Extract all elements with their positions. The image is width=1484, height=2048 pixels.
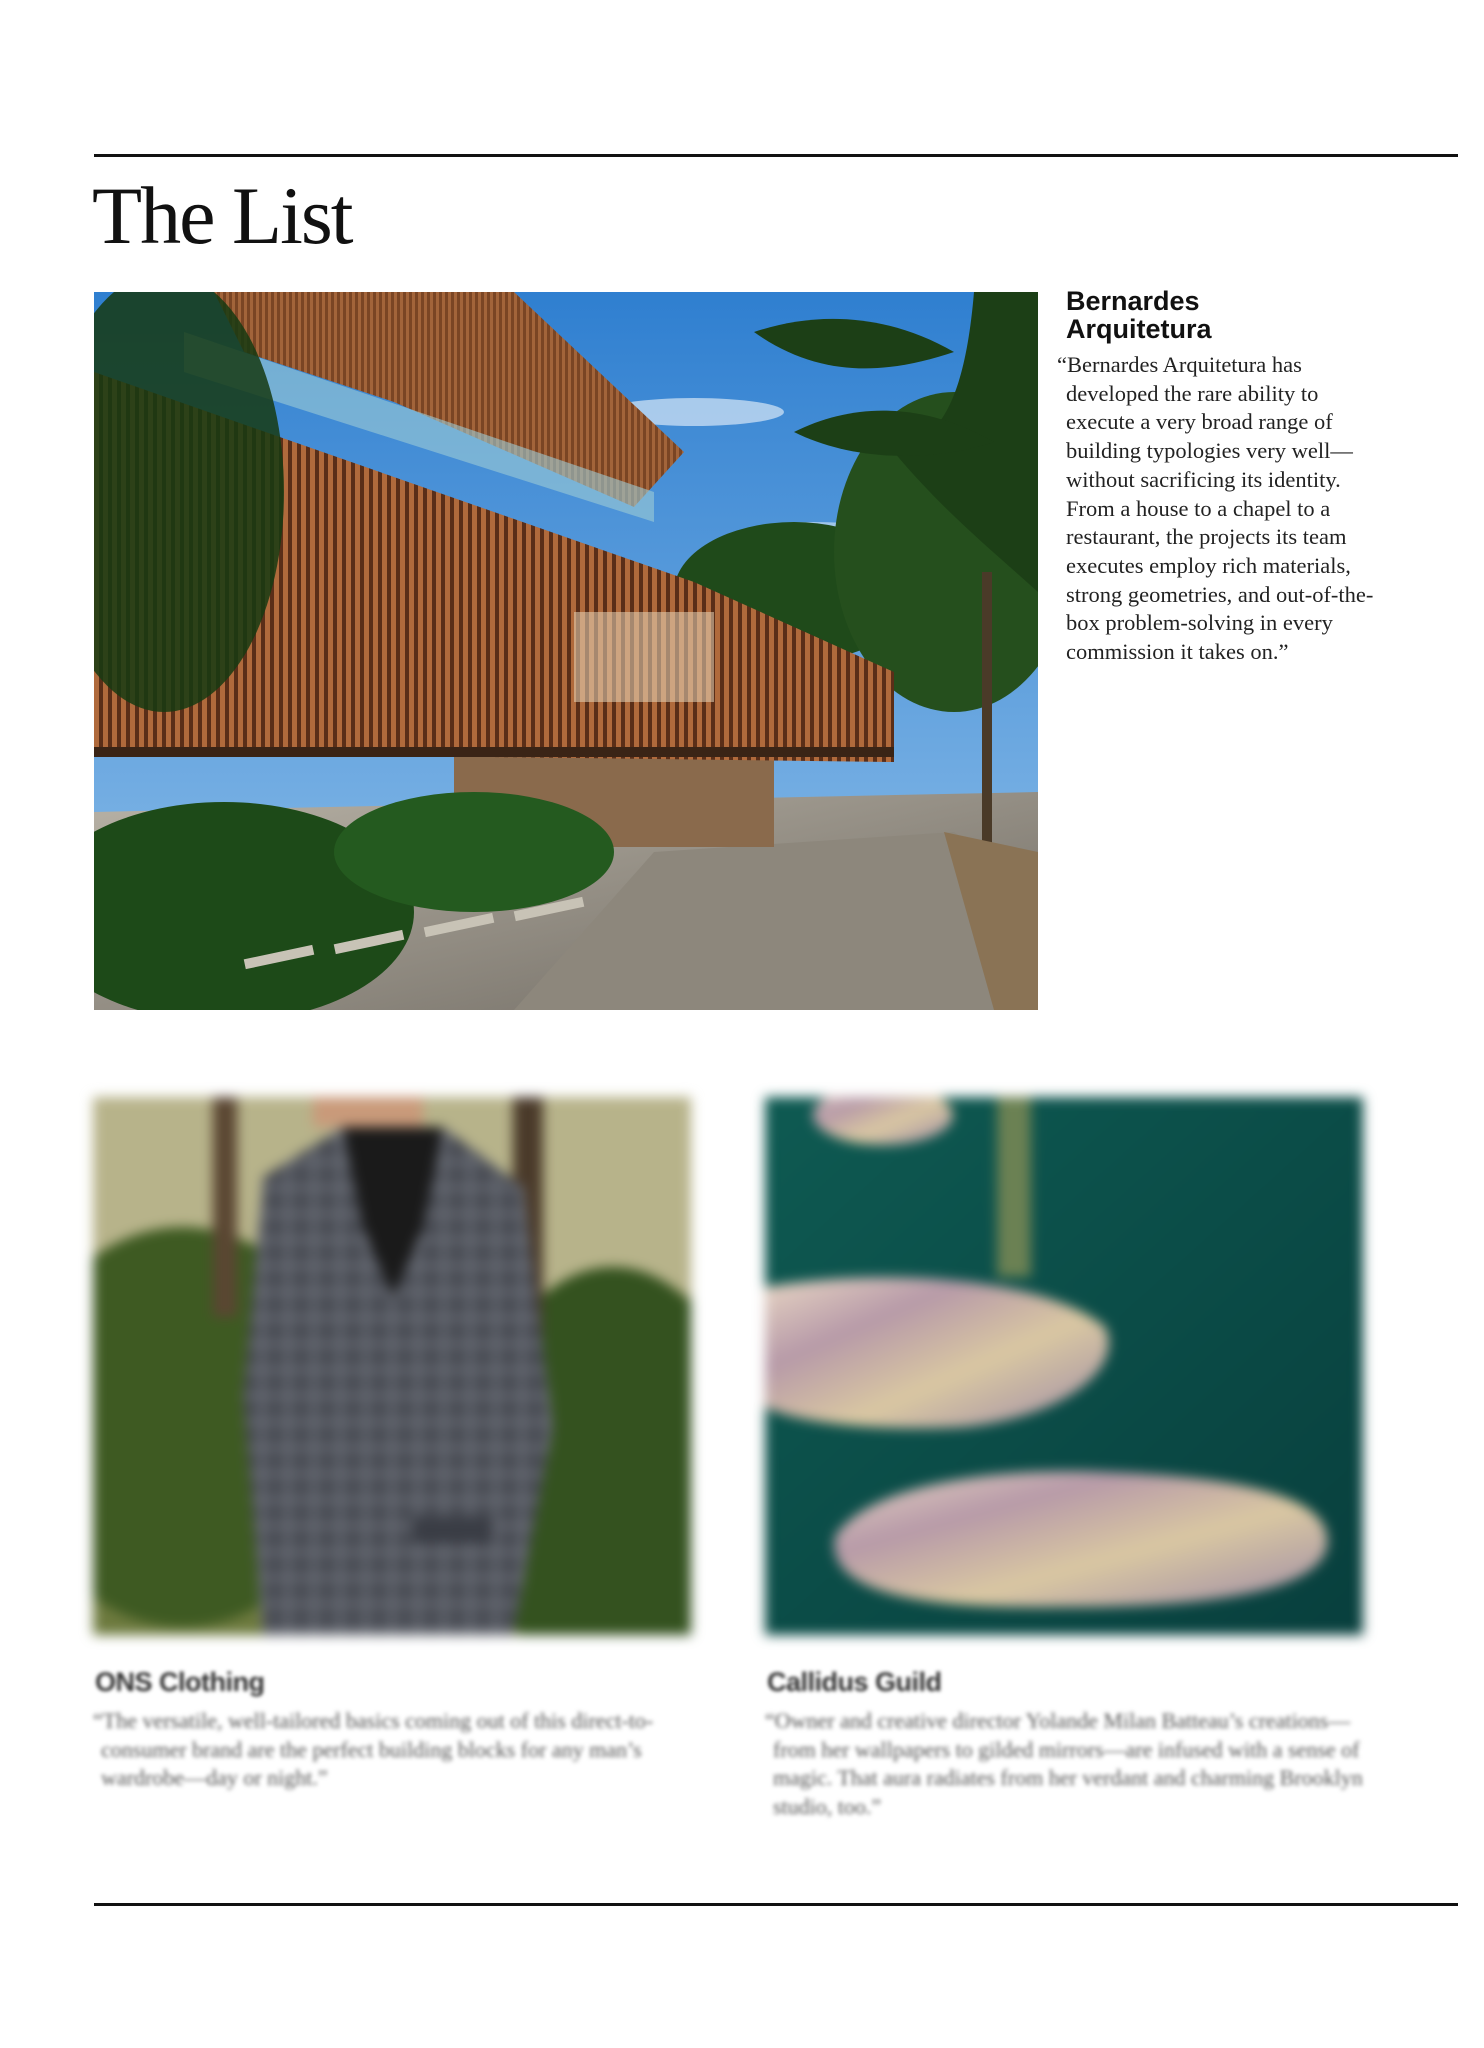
feature-title-line1: Bernardes: [1066, 286, 1200, 316]
card-callidus-guild: [765, 1097, 1363, 1819]
coat-illustration: [93, 1097, 691, 1635]
card-quote: “Owner and creative director Yolande Milan Batteau’s creations—from her wallpapers to gilded mirrors—are infused with a sense of magic. That aura radiates from her verdant and charming Brooklyn studio, too.”: [765, 1708, 1363, 1819]
bottom-rule: [94, 1903, 1458, 1906]
wallpaper-illustration: [765, 1097, 1363, 1635]
top-rule: [94, 154, 1458, 157]
house-photo: [94, 292, 1038, 1010]
card-title: Callidus Guild: [767, 1667, 942, 1697]
card-ons-clothing: [93, 1097, 691, 1790]
feature-title-line2: Arquitetura: [1066, 314, 1212, 344]
feature-title: [1066, 287, 1386, 343]
wallpaper-photo: [765, 1097, 1363, 1635]
feature-article: [1057, 286, 1386, 667]
house-illustration: [94, 292, 1038, 1010]
feature-quote: “Bernardes Arquitetura has developed the rare ability to execute a very broad range of building typologies very well—without sacrificing its identity. From a house to a chapel to a restaurant, the projects its team executes employ rich materials, strong geometries, and out-of-the-box problem-solving in every commission it takes on.”: [1057, 352, 1374, 665]
page-title: The List: [92, 170, 352, 261]
coat-photo: [93, 1097, 691, 1635]
card-quote: “The versatile, well-tailored basics coming out of this direct-to-consumer brand are the perfect building blocks for any man’s wardrobe—day or night.”: [93, 1708, 654, 1790]
card-title: ONS Clothing: [95, 1667, 265, 1697]
